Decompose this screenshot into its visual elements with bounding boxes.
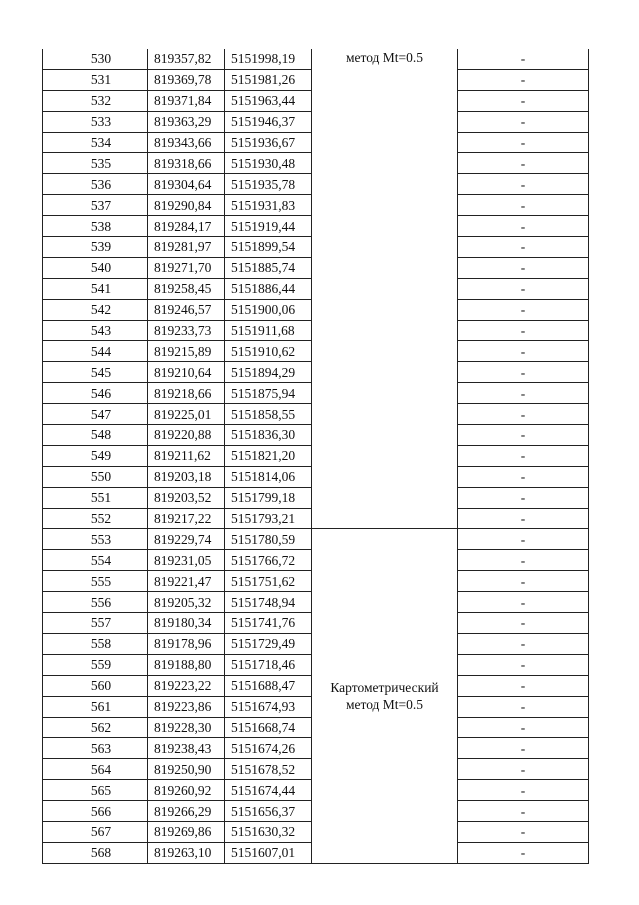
x-coordinate-cell: 819203,52 <box>148 487 225 508</box>
y-coordinate-cell: 5151899,54 <box>225 237 312 258</box>
point-number-cell: 547 <box>43 404 148 425</box>
note-cell: - <box>458 49 589 69</box>
point-number-cell: 540 <box>43 257 148 278</box>
x-coordinate-cell: 819211,62 <box>148 445 225 466</box>
note-cell: - <box>458 195 589 216</box>
x-coordinate-cell: 819304,64 <box>148 174 225 195</box>
y-coordinate-cell: 5151814,06 <box>225 466 312 487</box>
point-number-cell: 568 <box>43 842 148 863</box>
x-coordinate-cell: 819371,84 <box>148 90 225 111</box>
note-cell: - <box>458 153 589 174</box>
coordinates-table-body <box>43 49 589 863</box>
y-coordinate-cell: 5151875,94 <box>225 383 312 404</box>
x-coordinate-cell: 819246,57 <box>148 299 225 320</box>
y-coordinate-cell: 5151894,29 <box>225 362 312 383</box>
note-cell: - <box>458 216 589 237</box>
note-cell: - <box>458 320 589 341</box>
x-coordinate-cell: 819258,45 <box>148 278 225 299</box>
point-number-cell: 544 <box>43 341 148 362</box>
y-coordinate-cell: 5151885,74 <box>225 257 312 278</box>
point-number-cell: 531 <box>43 69 148 90</box>
x-coordinate-cell: 819223,22 <box>148 675 225 696</box>
y-coordinate-cell: 5151630,32 <box>225 821 312 842</box>
y-coordinate-cell: 5151998,19 <box>225 49 312 69</box>
note-cell: - <box>458 592 589 613</box>
note-cell: - <box>458 759 589 780</box>
point-number-cell: 555 <box>43 571 148 592</box>
note-cell: - <box>458 571 589 592</box>
note-cell: - <box>458 550 589 571</box>
x-coordinate-cell: 819250,90 <box>148 759 225 780</box>
note-cell: - <box>458 111 589 132</box>
point-number-cell: 550 <box>43 466 148 487</box>
y-coordinate-cell: 5151931,83 <box>225 195 312 216</box>
note-cell: - <box>458 508 589 529</box>
point-number-cell: 552 <box>43 508 148 529</box>
x-coordinate-cell: 819284,17 <box>148 216 225 237</box>
x-coordinate-cell: 819263,10 <box>148 842 225 863</box>
point-number-cell: 564 <box>43 759 148 780</box>
point-number-cell: 559 <box>43 654 148 675</box>
y-coordinate-cell: 5151751,62 <box>225 571 312 592</box>
point-number-cell: 542 <box>43 299 148 320</box>
point-number-cell: 548 <box>43 425 148 446</box>
x-coordinate-cell: 819343,66 <box>148 132 225 153</box>
point-number-cell: 557 <box>43 613 148 634</box>
y-coordinate-cell: 5151748,94 <box>225 592 312 613</box>
point-number-cell: 561 <box>43 696 148 717</box>
y-coordinate-cell: 5151963,44 <box>225 90 312 111</box>
point-number-cell: 553 <box>43 529 148 550</box>
x-coordinate-cell: 819215,89 <box>148 341 225 362</box>
y-coordinate-cell: 5151766,72 <box>225 550 312 571</box>
x-coordinate-cell: 819229,74 <box>148 529 225 550</box>
x-coordinate-cell: 819266,29 <box>148 801 225 822</box>
y-coordinate-cell: 5151930,48 <box>225 153 312 174</box>
point-number-cell: 534 <box>43 132 148 153</box>
y-coordinate-cell: 5151656,37 <box>225 801 312 822</box>
point-number-cell: 560 <box>43 675 148 696</box>
point-number-cell: 565 <box>43 780 148 801</box>
point-number-cell: 533 <box>43 111 148 132</box>
note-cell: - <box>458 445 589 466</box>
point-number-cell: 549 <box>43 445 148 466</box>
x-coordinate-cell: 819260,92 <box>148 780 225 801</box>
x-coordinate-cell: 819218,66 <box>148 383 225 404</box>
y-coordinate-cell: 5151718,46 <box>225 654 312 675</box>
x-coordinate-cell: 819178,96 <box>148 633 225 654</box>
note-cell: - <box>458 69 589 90</box>
y-coordinate-cell: 5151688,47 <box>225 675 312 696</box>
note-cell: - <box>458 404 589 425</box>
point-number-cell: 556 <box>43 592 148 613</box>
point-number-cell: 532 <box>43 90 148 111</box>
note-cell: - <box>458 654 589 675</box>
y-coordinate-cell: 5151911,68 <box>225 320 312 341</box>
point-number-cell: 545 <box>43 362 148 383</box>
note-cell: - <box>458 717 589 738</box>
y-coordinate-cell: 5151793,21 <box>225 508 312 529</box>
point-number-cell: 546 <box>43 383 148 404</box>
note-cell: - <box>458 257 589 278</box>
note-cell: - <box>458 801 589 822</box>
y-coordinate-cell: 5151886,44 <box>225 278 312 299</box>
note-cell: - <box>458 383 589 404</box>
note-cell: - <box>458 425 589 446</box>
x-coordinate-cell: 819269,86 <box>148 821 225 842</box>
note-cell: - <box>458 341 589 362</box>
note-cell: - <box>458 675 589 696</box>
note-cell: - <box>458 633 589 654</box>
method-cell-group-1: метод Mt=0.5 <box>312 49 458 529</box>
point-number-cell: 536 <box>43 174 148 195</box>
x-coordinate-cell: 819203,18 <box>148 466 225 487</box>
note-cell: - <box>458 821 589 842</box>
x-coordinate-cell: 819220,88 <box>148 425 225 446</box>
point-number-cell: 566 <box>43 801 148 822</box>
note-cell: - <box>458 237 589 258</box>
y-coordinate-cell: 5151668,74 <box>225 717 312 738</box>
y-coordinate-cell: 5151858,55 <box>225 404 312 425</box>
y-coordinate-cell: 5151678,52 <box>225 759 312 780</box>
point-number-cell: 562 <box>43 717 148 738</box>
point-number-cell: 558 <box>43 633 148 654</box>
point-number-cell: 530 <box>43 49 148 69</box>
x-coordinate-cell: 819228,30 <box>148 717 225 738</box>
point-number-cell: 543 <box>43 320 148 341</box>
note-cell: - <box>458 278 589 299</box>
note-cell: - <box>458 174 589 195</box>
y-coordinate-cell: 5151935,78 <box>225 174 312 195</box>
x-coordinate-cell: 819357,82 <box>148 49 225 69</box>
point-number-cell: 538 <box>43 216 148 237</box>
note-cell: - <box>458 466 589 487</box>
method-line-2: метод Mt=0.5 <box>345 697 424 713</box>
x-coordinate-cell: 819369,78 <box>148 69 225 90</box>
x-coordinate-cell: 819271,70 <box>148 257 225 278</box>
note-cell: - <box>458 90 589 111</box>
x-coordinate-cell: 819233,73 <box>148 320 225 341</box>
x-coordinate-cell: 819221,47 <box>148 571 225 592</box>
x-coordinate-cell: 819217,22 <box>148 508 225 529</box>
x-coordinate-cell: 819281,97 <box>148 237 225 258</box>
x-coordinate-cell: 819290,84 <box>148 195 225 216</box>
x-coordinate-cell: 819363,29 <box>148 111 225 132</box>
note-cell: - <box>458 613 589 634</box>
x-coordinate-cell: 819238,43 <box>148 738 225 759</box>
point-number-cell: 563 <box>43 738 148 759</box>
y-coordinate-cell: 5151674,26 <box>225 738 312 759</box>
y-coordinate-cell: 5151741,76 <box>225 613 312 634</box>
x-coordinate-cell: 819205,32 <box>148 592 225 613</box>
point-number-cell: 535 <box>43 153 148 174</box>
x-coordinate-cell: 819225,01 <box>148 404 225 425</box>
x-coordinate-cell: 819223,86 <box>148 696 225 717</box>
table-row <box>43 529 589 550</box>
point-number-cell: 551 <box>43 487 148 508</box>
note-cell: - <box>458 132 589 153</box>
y-coordinate-cell: 5151674,93 <box>225 696 312 717</box>
y-coordinate-cell: 5151674,44 <box>225 780 312 801</box>
note-cell: - <box>458 529 589 550</box>
x-coordinate-cell: 819210,64 <box>148 362 225 383</box>
point-number-cell: 537 <box>43 195 148 216</box>
y-coordinate-cell: 5151919,44 <box>225 216 312 237</box>
note-cell: - <box>458 780 589 801</box>
y-coordinate-cell: 5151910,62 <box>225 341 312 362</box>
y-coordinate-cell: 5151729,49 <box>225 633 312 654</box>
x-coordinate-cell: 819231,05 <box>148 550 225 571</box>
coordinates-table <box>42 49 589 864</box>
y-coordinate-cell: 5151946,37 <box>225 111 312 132</box>
note-cell: - <box>458 738 589 759</box>
note-cell: - <box>458 362 589 383</box>
x-coordinate-cell: 819188,80 <box>148 654 225 675</box>
table-row <box>43 49 589 69</box>
coordinates-table-container <box>42 49 588 864</box>
y-coordinate-cell: 5151900,06 <box>225 299 312 320</box>
note-cell: - <box>458 696 589 717</box>
y-coordinate-cell: 5151936,67 <box>225 132 312 153</box>
note-cell: - <box>458 299 589 320</box>
point-number-cell: 541 <box>43 278 148 299</box>
y-coordinate-cell: 5151981,26 <box>225 69 312 90</box>
point-number-cell: 567 <box>43 821 148 842</box>
note-cell: - <box>458 487 589 508</box>
y-coordinate-cell: 5151821,20 <box>225 445 312 466</box>
point-number-cell: 554 <box>43 550 148 571</box>
x-coordinate-cell: 819318,66 <box>148 153 225 174</box>
y-coordinate-cell: 5151836,30 <box>225 425 312 446</box>
method-line-1: Картометрический <box>330 680 439 696</box>
y-coordinate-cell: 5151799,18 <box>225 487 312 508</box>
y-coordinate-cell: 5151780,59 <box>225 529 312 550</box>
method-cell-group-2 <box>312 529 458 863</box>
point-number-cell: 539 <box>43 237 148 258</box>
note-cell: - <box>458 842 589 863</box>
x-coordinate-cell: 819180,34 <box>148 613 225 634</box>
y-coordinate-cell: 5151607,01 <box>225 842 312 863</box>
